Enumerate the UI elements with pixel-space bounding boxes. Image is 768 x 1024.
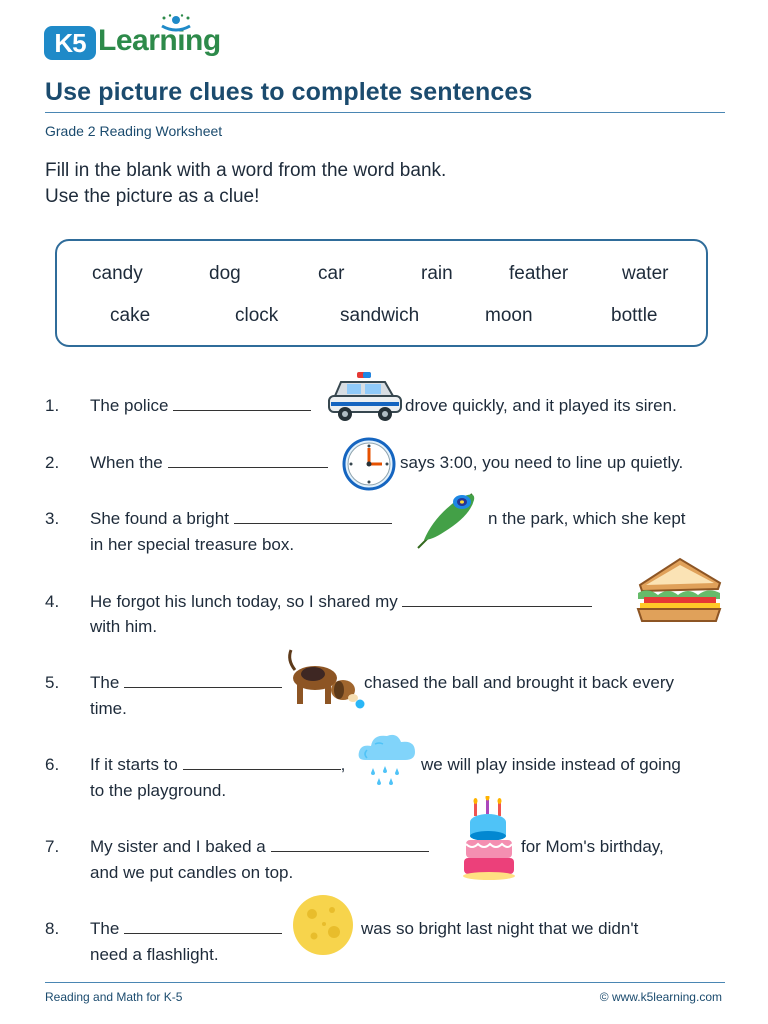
question-number: 6. [45,755,60,774]
question-text-line2: to the playground. [90,781,227,800]
question-text-before: My sister and I baked a [90,837,266,856]
word-bank-word: rain [421,263,453,284]
police-car-icon [327,372,403,424]
question-5-text [90,673,282,693]
question-2-text [90,453,328,473]
word-bank-word: candy [92,263,143,284]
cake-icon [460,796,518,882]
question-comma: , [340,755,346,774]
question-number: 7. [45,837,60,856]
question-number: 3. [45,509,60,528]
question-number: 4. [45,592,60,611]
question-text-line2: and we put candles on top. [90,863,294,882]
question-text-before: The [90,919,120,938]
word-bank-word: clock [235,305,279,326]
sandwich-icon [634,555,724,627]
word-bank-word: bottle [611,305,658,326]
question-text-after: we will play inside instead of going [421,755,681,774]
question-text-line2: in her special treasure box. [90,535,295,554]
clock-icon [342,437,396,491]
question-number: 2. [45,453,60,472]
feather-icon [414,486,480,552]
question-text-line2: time. [90,699,127,718]
question-text-before: The police [90,396,169,415]
question-text-line2: with him. [90,617,158,636]
answer-blank[interactable] [124,920,282,934]
word-bank-word: moon [485,305,533,326]
word-bank-word: car [318,263,345,284]
answer-blank[interactable] [168,454,328,468]
dog-icon [285,646,365,712]
question-text-after: for Mom's birthday, [521,837,664,856]
k5-learning-logo [44,14,219,64]
answer-blank[interactable] [402,593,592,607]
question-text-before: He forgot his lunch today, so I shared my [90,592,398,611]
question-text-after: was so bright last night that we didn't [361,919,639,938]
question-number: 1. [45,396,60,415]
instructions [45,158,446,210]
answer-blank[interactable] [234,510,392,524]
page-title: Use picture clues to complete sentences [45,78,533,106]
instruction-line: Fill in the blank with a word from the word bank. [45,160,447,181]
question-text-line2: need a flashlight. [90,945,219,964]
moon-icon [292,894,354,956]
worksheet-subtitle: Grade 2 Reading Worksheet [45,123,223,139]
footer-tagline: Reading and Math for K-5 [45,990,183,1004]
question-text-before: She found a bright [90,509,229,528]
logo-badge: K5 [44,26,96,60]
instruction-line: Use the picture as a clue! [45,186,260,207]
word-bank-word: dog [209,263,241,284]
title-divider [45,112,725,113]
footer-divider [45,982,725,983]
answer-blank[interactable] [124,674,282,688]
answer-blank[interactable] [271,838,429,852]
question-6-text [90,755,345,775]
question-7-text [90,837,429,857]
word-bank-word: cake [110,305,151,326]
question-text-after: says 3:00, you need to line up quietly. [400,453,684,472]
question-1-text [90,396,311,416]
question-text-after: n the park, which she kept [488,509,686,528]
question-text-before: If it starts to [90,755,178,774]
question-text-before: The [90,673,120,692]
logo-wordmark: Learning [98,24,221,57]
question-4-text [90,592,592,612]
question-text-after: chased the ball and brought it back every [364,673,674,692]
word-bank-word: water [622,263,669,284]
rain-cloud-icon [355,728,419,788]
question-3-text [90,509,392,529]
word-bank [55,239,708,347]
answer-blank[interactable] [173,397,311,411]
question-text-after: drove quickly, and it played its siren. [405,396,677,415]
logo-figure-icon [156,14,196,40]
question-text-before: When the [90,453,163,472]
question-number: 5. [45,673,60,692]
question-8-text [90,919,282,939]
word-bank-word: sandwich [340,305,420,326]
word-bank-word: feather [509,263,569,284]
answer-blank[interactable] [183,756,341,770]
question-number: 8. [45,919,60,938]
footer-website[interactable]: © www.k5learning.com [599,990,722,1004]
